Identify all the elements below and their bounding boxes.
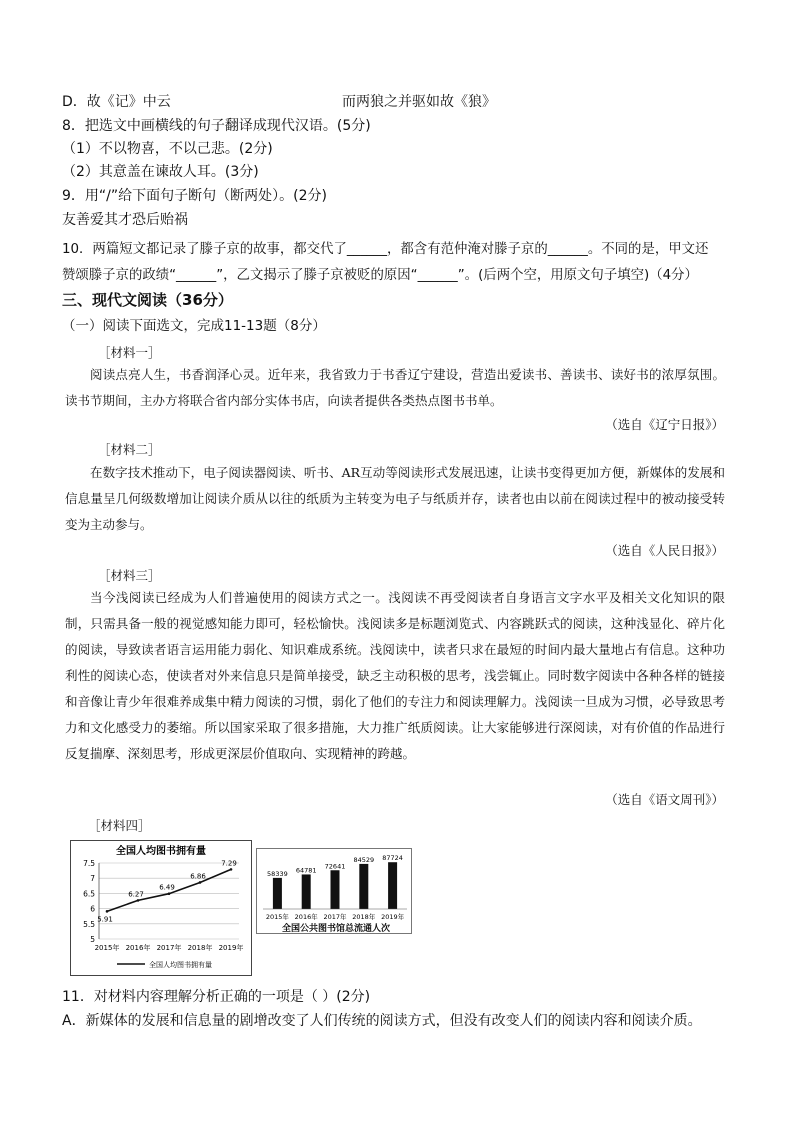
q11-stem: 11．对材料内容理解分析正确的一项是（ ）(2分) bbox=[62, 989, 371, 1005]
line-chart-point bbox=[199, 881, 202, 884]
material-3-paragraph: 当今浅阅读已经成为人们普遍使用的阅读方式之一。浅阅读不再受阅读者自身语言文字水平及相关文化知识的限制，只需具备一般的视觉感知能力即可，轻松愉快。浅阅读多是标题浏览式、内容跳跃式的阅读，这种浅显化、碎片化的阅读，导致读者语言运用能力弱化、知识难成系统。浅阅读中，读者只求在最短的时间内最大量地占有信息。这种功利性的阅读心态，使读者对外来信息只是简单接受，缺乏主动积极的思考，浅尝辄止。同时数字阅读中各种各样的链接和音像让青少年很难养成集中精力阅读的习惯，弱化了他们的专注力和阅读理解力。浅阅读一旦成为习惯，必导致思考力和文化感受力的萎缩。所以国家采取了很多措施，大力推广纸质阅读。让大家能够进行深阅读，对有价值的作品进行反复揣摩、深刻思考，形成更深层价值取向、实现精神的跨越。 bbox=[65, 590, 725, 761]
line-chart-y-tick: 5 bbox=[90, 935, 95, 944]
line-chart-x-tick: 2017年 bbox=[156, 944, 182, 952]
line-chart-x-tick: 2019年 bbox=[218, 944, 244, 952]
line-chart-x-tick: 2018年 bbox=[187, 944, 213, 952]
line-chart-x-tick: 2015年 bbox=[94, 944, 120, 952]
bar-chart-x-tick: 2015年 bbox=[265, 913, 289, 921]
bar-chart-x-tick: 2018年 bbox=[352, 913, 376, 921]
line-chart-title: 全国人均图书拥有量 bbox=[116, 846, 206, 857]
material-2-source: （选自《人民日报》） bbox=[605, 543, 724, 558]
q10-line1: 10．两篇短文都记录了滕子京的故事，都交代了______，都含有范仲淹对滕子京的______。不同的是，甲文还 bbox=[62, 242, 709, 257]
q9-sentence: 友善爱其才恐后贻祸 bbox=[62, 212, 188, 228]
line-chart-y-tick: 6.5 bbox=[83, 889, 95, 899]
line-chart-y-tick: 6 bbox=[90, 904, 95, 914]
line-chart-point bbox=[106, 910, 109, 913]
material-3-title: ［材料三］ bbox=[98, 568, 161, 583]
section-3-part1: （一）阅读下面选文，完成11-13题（8分） bbox=[62, 318, 326, 334]
line-chart-data-label: 6.27 bbox=[128, 890, 144, 899]
line-chart bbox=[71, 841, 251, 975]
line-chart-point bbox=[230, 868, 233, 871]
material-1-paragraph: 阅读点亮人生，书香润泽心灵。近年来，我省致力于书香辽宁建设，营造出爱读书、善读书、读好书的浓厚氛围。读书节期间，主办方将联合省内部分实体书店，向读者提供各类热点图书书单。 bbox=[65, 367, 725, 408]
line-chart-data-label: 7.29 bbox=[221, 859, 237, 868]
material-1-source: （选自《辽宁日报》） bbox=[605, 417, 724, 432]
line-chart-point bbox=[168, 892, 171, 895]
line-chart-point bbox=[137, 899, 140, 902]
line-chart-data-label: 6.86 bbox=[190, 872, 206, 881]
q11-option-a: A．新媒体的发展和信息量的剧增改变了人们传统的阅读方式，但没有改变人们的阅读内容和阅读介质。 bbox=[62, 1013, 702, 1029]
material-2-paragraph: 在数字技术推动下，电子阅读器阅读、听书、AR互动等阅读形式发展迅速，让读书变得更加方便，新媒体的发展和信息量呈几何级数增加让阅读介质从以往的纸质为主转变为电子与纸质并存，读者也由以前在阅读过程中的被动接受转变为主动参与。 bbox=[65, 465, 725, 532]
q10-line2: 赞颂滕子京的政绩“______”，乙文揭示了滕子京被贬的原因“______”。(后两个空，用原文句子填空)（4分） bbox=[62, 268, 698, 283]
bar-chart-data-label: 87724 bbox=[382, 854, 403, 863]
bar-chart-data-label: 72641 bbox=[324, 862, 346, 871]
bar-chart-title: 全国公共图书馆总流通人次 bbox=[282, 924, 391, 934]
material-1-text bbox=[65, 362, 725, 414]
material-1-title: ［材料一］ bbox=[98, 345, 161, 360]
q8-stem: 8．把选文中画横线的句子翻译成现代汉语。(5分) bbox=[62, 118, 371, 134]
bar-chart-data-label: 64781 bbox=[295, 866, 317, 875]
bar-chart-x-tick: 2016年 bbox=[294, 913, 318, 921]
q8-sub2: （2）其意盖在谏故人耳。(3分) bbox=[62, 164, 259, 180]
bar-chart-data-label: 84529 bbox=[353, 855, 375, 864]
bar-chart-data-label: 58339 bbox=[267, 869, 288, 878]
line-chart-y-tick: 5.5 bbox=[83, 919, 95, 929]
q9-stem: 9．用“/”给下面句子断句（断两处）。(2分) bbox=[62, 188, 327, 204]
bar-chart-x-tick: 2017年 bbox=[323, 913, 347, 921]
line-chart-data-label: 6.49 bbox=[159, 883, 175, 892]
line-chart-x-tick: 2016年 bbox=[125, 944, 151, 952]
material-3-source: （选自《语文周刊》） bbox=[605, 792, 724, 807]
bar-chart-bar bbox=[302, 874, 311, 909]
line-chart-legend-label: 全国人均图书拥有量 bbox=[149, 961, 212, 969]
section-3-title: 三、现代文阅读（36分） bbox=[62, 291, 233, 309]
bar-chart-bar bbox=[331, 870, 340, 909]
q8-sub1: （1）不以物喜，不以己悲。(2分) bbox=[62, 141, 273, 157]
material-3-text bbox=[65, 585, 725, 767]
bar-chart-bar bbox=[273, 878, 282, 909]
bar-chart-bar bbox=[388, 862, 397, 909]
line-chart-y-tick: 7.5 bbox=[83, 859, 95, 868]
material-4-title: ［材料四］ bbox=[88, 818, 151, 833]
line-chart-y-tick: 7 bbox=[90, 874, 95, 884]
line-chart-box bbox=[70, 840, 252, 976]
line-chart-data-label: 5.91 bbox=[97, 915, 113, 924]
bar-chart-x-tick: 2019年 bbox=[381, 913, 405, 921]
q7-option-d bbox=[62, 92, 496, 112]
bar-chart-bar bbox=[359, 864, 368, 909]
material-2-text bbox=[65, 460, 725, 538]
material-2-title: ［材料二］ bbox=[98, 442, 161, 457]
q7-option-d-left: D．故《记》中云 bbox=[62, 94, 171, 110]
q7-option-d-right: 而两狼之并驱如故《狼》 bbox=[342, 94, 496, 110]
